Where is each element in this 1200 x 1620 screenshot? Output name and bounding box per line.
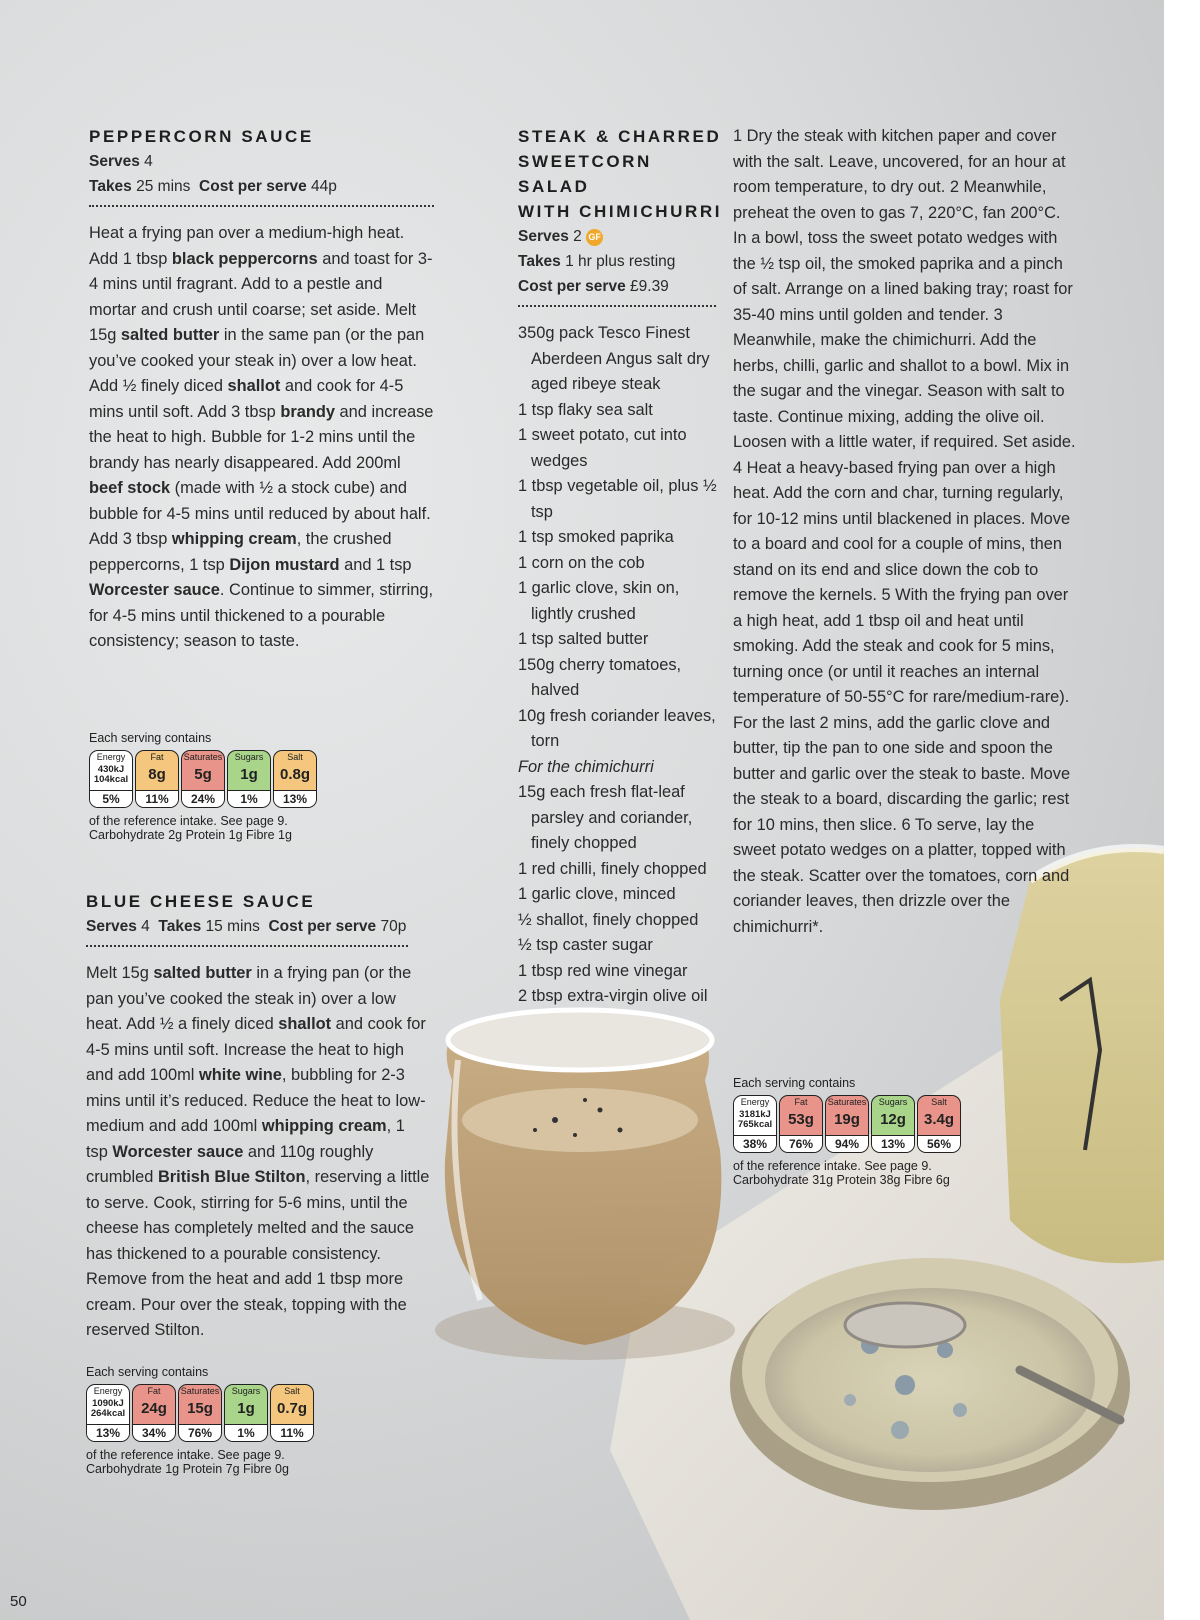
ingredient-item: 1 tsp flaky sea salt xyxy=(518,400,653,419)
recipe-method: 1 Dry the steak with kitchen paper and cover with the salt. Leave, uncovered, for an hour at room temperature, to dry out. 2 Meanwhile, preheat the oven to gas 7, 220°C, fan 200°C. In a bowl, toss the sweet potato wedges with the ½ tsp oil, the smoked paprika and a pinch of salt. Arrange on a lined baking tray; roast for 35-40 mins until golden and tender. 3 Meanwhile, make the chimichurri. Add the herbs, chilli, garlic and shallot to a bowl. Mix in the sugar and the vinegar. Season with salt to taste. Continue mixing, adding the olive oil. Loosen with a little water, if required. Set aside. 4 Heat a heavy-based frying pan over a high heat. Add the corn and char, turning regularly, for 10-12 mins until blackened in places. Move to a board and cool for a couple of mins, then stand on its end and slice down the cob to remove the kernels. 5 With the frying pan over a high heat, add 1 tbsp oil and heat until smoking. Add the steak and cook for 5 mins, turning once (or until it reaches an internal temperature of 50-55°C for rare/medium-rare). For the last 2 mins, add the garlic clove and butter, tip the pan to one side and spoon the butter and garlic over the steak to baste. Move the steak to a board, discarding the garlic; rest for 10 mins, then slice. 6 To serve, lay the sweet potato wedges on a platter, topped with the steak. Scatter over the tomatoes, corn and coriander leaves, then drizzle over the chimichurri*. xyxy=(733,127,1076,936)
reference-intake-note: of the reference intake. See page 9. xyxy=(89,814,288,828)
salt-value: 0.7g xyxy=(276,1400,307,1417)
ingredient-item: 1 tsp smoked paprika xyxy=(518,528,674,546)
recipe-title: PEPPERCORN SAUCE xyxy=(89,127,314,146)
ingredient-highlight: shallot xyxy=(227,377,281,395)
sugars-value: 1g xyxy=(240,766,258,783)
ingredient-highlight: salted butter xyxy=(120,326,220,344)
macros-line: Carbohydrate 2g Protein 1g Fibre 1g xyxy=(89,828,292,842)
method-text: , 1 tsp xyxy=(86,1117,405,1161)
energy-cell xyxy=(733,1095,777,1153)
recipe-method xyxy=(86,961,431,1344)
nutrition-footnote xyxy=(89,814,317,842)
sugars-percent: 1% xyxy=(228,790,270,807)
steak-recipe xyxy=(518,124,723,1010)
saturates-cell xyxy=(181,750,225,808)
method-text: Melt 15g xyxy=(86,964,154,982)
salt-percent: 11% xyxy=(271,1424,313,1441)
method-text: and cook for 4-5 mins until soft. Add 3 tbsp xyxy=(89,377,404,421)
energy-cell xyxy=(86,1384,130,1442)
recipe-method xyxy=(89,221,434,655)
ingredient-item: 150g cherry tomatoes, halved xyxy=(518,655,682,699)
ingredient-highlight: black peppercorns xyxy=(171,249,318,268)
salt-label: Salt xyxy=(284,1386,300,1396)
saturates-cell xyxy=(825,1095,869,1153)
ingredient-item: 1 garlic clove, skin on, lightly crushed xyxy=(518,579,680,623)
saturates-label: Saturates xyxy=(183,752,223,762)
energy-kj: 430kJ xyxy=(97,764,125,775)
chimichurri-heading: For the chimichurri xyxy=(518,757,654,776)
ingredient-highlight: beef stock xyxy=(89,479,171,497)
fat-value: 8g xyxy=(148,766,166,783)
saturates-percent: 24% xyxy=(182,790,224,807)
method-text: , reserving a little to serve. Cook, stirring for 5-6 mins, until the cheese has completely melted and the sauce has thickened to a pourable consistency. Remove from the heat and add 1 tbsp more cream. Pour over the steak, topping with the reserved Stilton. xyxy=(86,1168,430,1339)
energy-label: Energy xyxy=(96,752,126,762)
recipe-title-line-3: WITH CHIMICHURRI xyxy=(518,202,723,221)
salt-percent: 13% xyxy=(274,790,316,807)
fat-value: 53g xyxy=(788,1111,814,1128)
fat-percent: 11% xyxy=(136,790,178,807)
recipe-takes: Takes 1 hr plus resting xyxy=(518,253,676,270)
steak-nutrition xyxy=(733,1076,961,1187)
saturates-label: Saturates xyxy=(180,1386,220,1396)
ingredient-item: 1 red chilli, finely chopped xyxy=(518,859,707,878)
peppercorn-recipe xyxy=(89,124,434,655)
salt-cell xyxy=(917,1095,961,1153)
recipe-takes-cost: Takes 25 mins Cost per serve 44p xyxy=(89,178,337,195)
salt-cell xyxy=(270,1384,314,1442)
ingredient-item: ½ tsp caster sugar xyxy=(518,936,653,954)
energy-kcal: 765kcal xyxy=(737,1119,773,1130)
sugars-value: 1g xyxy=(237,1400,255,1417)
ingredient-item: 1 tsp salted butter xyxy=(518,630,649,648)
recipe-serves-takes-cost: Serves 4 Takes 15 mins Cost per serve 70p xyxy=(86,918,407,935)
nutrition-heading: Each serving contains xyxy=(89,731,212,745)
method-text: and 110g roughly crumbled xyxy=(86,1142,374,1186)
bluecheese-nutrition xyxy=(86,1365,314,1476)
energy-percent: 5% xyxy=(90,790,132,807)
energy-label: Energy xyxy=(93,1386,123,1396)
fat-label: Fat xyxy=(794,1097,808,1107)
ingredient-item: 15g each fresh flat-leaf parsley and coriander, finely chopped xyxy=(518,783,693,852)
macros-line: Carbohydrate 1g Protein 7g Fibre 0g xyxy=(86,1462,289,1476)
gluten-free-badge-icon: GF xyxy=(586,229,603,246)
ingredient-list xyxy=(518,321,723,1010)
energy-percent: 38% xyxy=(734,1135,776,1152)
recipe-title: BLUE CHEESE SAUCE xyxy=(86,892,316,911)
method-text: and cook for 4-5 mins until soft. Increase the heat to high and add 100ml xyxy=(86,1015,426,1084)
method-text: and toast for 3-4 mins until fragrant. Add to a pestle and mortar and crush until coarse; set aside. Melt 15g xyxy=(89,249,433,344)
reference-intake-note: of the reference intake. See page 9. xyxy=(733,1159,932,1173)
ingredient-highlight: British Blue Stilton xyxy=(157,1168,306,1186)
nutrition-heading: Each serving contains xyxy=(733,1076,856,1090)
sugars-percent: 1% xyxy=(225,1424,267,1441)
energy-percent: 13% xyxy=(87,1424,129,1441)
sugars-cell xyxy=(224,1384,268,1442)
saturates-label: Saturates xyxy=(827,1097,867,1107)
nutrition-label-row xyxy=(733,1095,961,1153)
ingredient-highlight: whipping cream xyxy=(261,1117,387,1135)
nutrition-label-row xyxy=(86,1384,314,1442)
fat-label: Fat xyxy=(147,1386,161,1396)
ingredient-item: 2 tbsp extra-virgin olive oil xyxy=(518,987,708,1005)
ingredient-highlight: white wine xyxy=(199,1066,282,1084)
reference-intake-note: of the reference intake. See page 9. xyxy=(86,1448,285,1462)
salt-value: 0.8g xyxy=(279,766,310,783)
ingredient-item: 1 corn on the cob xyxy=(518,553,645,572)
page-number: 50 xyxy=(10,1593,27,1610)
sugars-label: Sugars xyxy=(234,752,264,762)
method-text: and increase the heat to high. Bubble for 1-2 mins until the brandy has nearly disappeared. Add 200ml xyxy=(89,402,434,472)
saturates-cell xyxy=(178,1384,222,1442)
nutrition-footnote xyxy=(733,1159,961,1187)
method-text: (made with ½ a stock cube) and bubble for 4-5 mins until reduced by about half. Add 3 tbsp xyxy=(89,479,431,548)
sugars-cell xyxy=(227,750,271,808)
energy-kcal: 264kcal xyxy=(90,1408,126,1419)
sugars-label: Sugars xyxy=(231,1386,261,1396)
fat-value: 24g xyxy=(141,1400,167,1417)
saturates-value: 19g xyxy=(834,1111,860,1128)
energy-kj: 1090kJ xyxy=(92,1398,124,1409)
ingredient-item: 10g fresh coriander leaves, torn xyxy=(518,706,716,750)
ingredient-item: 1 garlic clove, minced xyxy=(518,885,676,903)
fat-percent: 34% xyxy=(133,1424,175,1441)
energy-label: Energy xyxy=(740,1097,770,1107)
saturates-value: 15g xyxy=(187,1400,213,1417)
ingredient-item: 1 tbsp vegetable oil, plus ½ tsp xyxy=(518,477,717,521)
nutrition-label-row xyxy=(89,750,317,808)
ingredient-item: 350g pack Tesco Finest Aberdeen Angus salt dry aged ribeye steak xyxy=(518,324,710,393)
ingredient-highlight: Worcester sauce xyxy=(112,1142,244,1161)
fat-cell xyxy=(779,1095,823,1153)
method-text: , the crushed peppercorns, 1 tsp xyxy=(89,530,392,574)
ingredient-item: 1 sweet potato, cut into wedges xyxy=(518,426,687,470)
energy-kj: 3181kJ xyxy=(739,1109,771,1120)
recipe-title-line-1: STEAK & CHARRED xyxy=(518,127,722,146)
recipe-cost: Cost per serve £9.39 xyxy=(518,278,669,295)
nutrition-footnote xyxy=(86,1448,314,1476)
method-text: , bubbling for 2-3 mins until it’s reduced. Reduce the heat to low-medium and add 100ml xyxy=(86,1066,426,1135)
method-text: and 1 tsp xyxy=(339,555,412,574)
energy-kcal: 104kcal xyxy=(93,774,129,785)
method-text: . Continue to simmer, stirring, for 4-5 mins until thickened to a pourable consistency; season to taste. xyxy=(89,581,434,650)
saturates-percent: 76% xyxy=(179,1424,221,1441)
bluecheese-recipe xyxy=(86,889,431,1344)
recipe-title-line-2: SWEETCORN SALAD xyxy=(518,152,652,196)
ingredient-item: 1 tbsp red wine vinegar xyxy=(518,961,688,980)
salt-cell xyxy=(273,750,317,808)
salt-label: Salt xyxy=(287,752,303,762)
ingredient-highlight: Dijon mustard xyxy=(229,555,340,574)
ingredient-highlight: salted butter xyxy=(153,964,252,982)
fat-percent: 76% xyxy=(780,1135,822,1152)
method-text: in the same pan (or the pan you’ve cooked your steak in) over a low heat. Add ½ finely diced xyxy=(89,326,425,395)
sugars-cell xyxy=(871,1095,915,1153)
recipe-serves: Serves 4 xyxy=(89,153,153,170)
fat-cell xyxy=(135,750,179,808)
macros-line: Carbohydrate 31g Protein 38g Fibre 6g xyxy=(733,1173,950,1187)
blue-cheese-bowl xyxy=(730,1258,1130,1510)
ingredient-highlight: brandy xyxy=(280,402,335,421)
sugars-label: Sugars xyxy=(878,1097,908,1107)
ingredient-highlight: Worcester sauce xyxy=(89,581,220,599)
ingredient-item: ½ shallot, finely chopped xyxy=(518,910,699,929)
ingredient-highlight: shallot xyxy=(278,1015,332,1033)
nutrition-heading: Each serving contains xyxy=(86,1365,209,1379)
saturates-value: 5g xyxy=(194,766,212,783)
sugars-value: 12g xyxy=(880,1111,906,1128)
method-text: Heat a frying pan over a medium-high heat. Add 1 tbsp xyxy=(89,224,405,268)
peppercorn-nutrition xyxy=(89,731,317,842)
steak-method xyxy=(733,124,1078,940)
ingredient-highlight: whipping cream xyxy=(171,530,297,548)
salt-label: Salt xyxy=(931,1097,947,1107)
salt-value: 3.4g xyxy=(923,1111,954,1128)
dotted-divider xyxy=(86,945,408,947)
method-text: in a frying pan (or the pan you’ve cooked the steak in) over a low heat. Add ½ a finely diced xyxy=(86,964,412,1033)
saturates-percent: 94% xyxy=(826,1135,868,1152)
dotted-divider xyxy=(518,305,716,307)
dotted-divider xyxy=(89,205,434,207)
sugars-percent: 13% xyxy=(872,1135,914,1152)
recipe-serves: Serves 2 GF xyxy=(518,224,723,249)
energy-cell xyxy=(89,750,133,808)
fat-label: Fat xyxy=(150,752,164,762)
salt-percent: 56% xyxy=(918,1135,960,1152)
fat-cell xyxy=(132,1384,176,1442)
page-margin xyxy=(1164,0,1200,1620)
